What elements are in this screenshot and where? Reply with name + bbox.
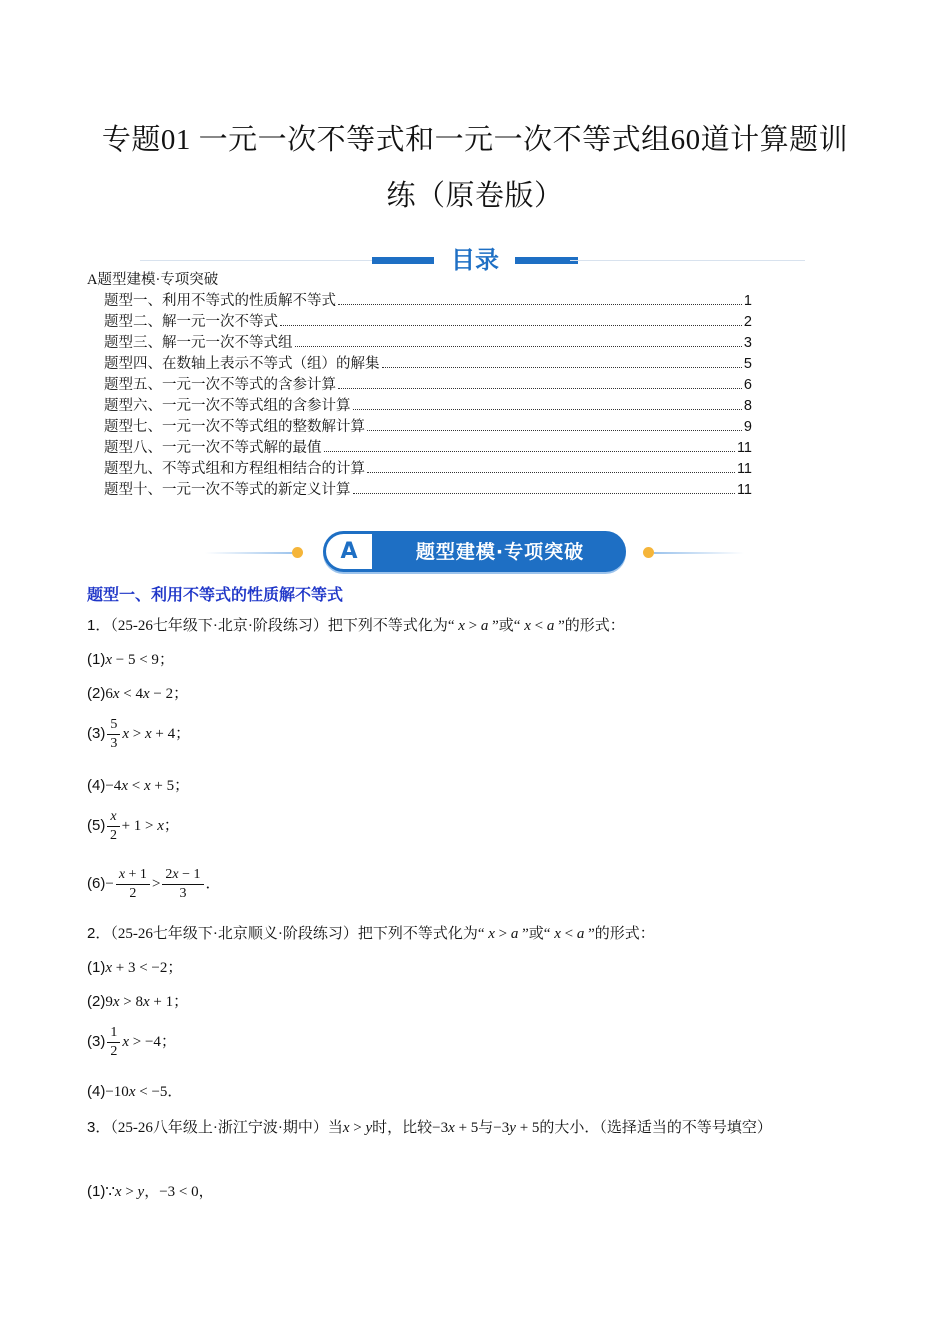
q1-part: (6)− $\frac{x + 1}{2}$ > $\frac{2x - 1}{3}$ ． bbox=[87, 867, 221, 901]
q2-part: (3) $\frac{1}{2}$ x > −4； bbox=[87, 1025, 176, 1059]
math: −3x + 5 bbox=[432, 1120, 479, 1136]
toc-entry[interactable]: 题型二、解一元一次不等式 2 bbox=[104, 314, 752, 330]
math: x > a bbox=[458, 618, 489, 634]
toc-entry[interactable]: 题型四、在数轴上表示不等式（组）的解集 5 bbox=[104, 356, 752, 372]
toc-entry[interactable]: 题型九、不等式组和方程组相结合的计算 11 bbox=[104, 461, 752, 477]
question-2: 2．（25-26七年级下·北京顺义·阶段练习）把下列不等式化为“ x > a ”或“ x < a ”的形式： bbox=[87, 925, 655, 942]
q2-part: (4)−10x < −5． bbox=[87, 1083, 183, 1100]
toc-entry[interactable]: 题型三、解一元一次不等式组 3 bbox=[104, 335, 752, 351]
toc-entry[interactable]: 题型六、一元一次不等式组的含参计算 8 bbox=[104, 398, 752, 414]
banner-wing-left bbox=[205, 552, 295, 554]
title-line-1: 专题01 一元一次不等式和一元一次不等式组60道计算题训 bbox=[101, 124, 849, 156]
toc-entry[interactable]: 题型七、一元一次不等式组的整数解计算 9 bbox=[104, 419, 752, 435]
question-3: 3．（25-26八年级上·浙江宁波·期中）当x > y时，比较−3x + 5与−3y + 5的大小．（选择适当的不等号填空） bbox=[87, 1119, 772, 1136]
math: 9x > 8x + 1 bbox=[105, 994, 174, 1010]
math: x < a bbox=[554, 926, 585, 942]
math: −10x < −5 bbox=[105, 1084, 168, 1100]
section-banner bbox=[0, 528, 950, 576]
banner-dot-right bbox=[643, 547, 654, 558]
banner-dot-left bbox=[292, 547, 303, 558]
math: 6x < 4x − 2 bbox=[105, 686, 174, 702]
toc-entry[interactable]: 题型五、一元一次不等式的含参计算 6 bbox=[104, 377, 752, 393]
q2-part: (2)9x > 8x + 1； bbox=[87, 993, 189, 1010]
math: x > a bbox=[488, 926, 519, 942]
title-line-2: 练（原卷版） bbox=[386, 180, 564, 212]
document-title bbox=[60, 112, 890, 224]
math: x > y bbox=[114, 1184, 145, 1200]
math: x − 5 < 9 bbox=[105, 652, 159, 668]
q2-part: (1)x + 3 < −2； bbox=[87, 959, 183, 976]
math: $\frac{5}{3}$ x > x + 4 bbox=[105, 726, 175, 742]
toc-entry[interactable]: 题型八、一元一次不等式解的最值 11 bbox=[104, 440, 752, 456]
toc-section-link[interactable]: A题型建模·专项突破 bbox=[87, 272, 219, 288]
math: x < a bbox=[524, 618, 555, 634]
q1-part: (2)6x < 4x − 2； bbox=[87, 685, 189, 702]
q1-part: (5) $\frac{x}{2}$ + 1 > x； bbox=[87, 809, 179, 843]
q1-part: (3) $\frac{5}{3}$ x > x + 4； bbox=[87, 717, 191, 751]
math: − $\frac{x + 1}{2}$ > $\frac{2x - 1}{3}$ bbox=[105, 876, 205, 892]
section-heading: 题型一、利用不等式的性质解不等式 bbox=[87, 585, 344, 604]
math: −3y + 5 bbox=[493, 1120, 540, 1136]
banner-wing-right bbox=[654, 552, 744, 554]
q1-part: (1)x − 5 < 9； bbox=[87, 651, 174, 668]
math: $\frac{x}{2}$ + 1 > x bbox=[105, 818, 164, 834]
divider bbox=[570, 260, 805, 261]
toc-entry[interactable]: 题型一、利用不等式的性质解不等式 1 bbox=[104, 293, 752, 309]
banner-text: 题型建模·专项突破 bbox=[415, 541, 585, 563]
math: −4x < x + 5 bbox=[105, 778, 175, 794]
math: x > y bbox=[342, 1120, 373, 1136]
table-of-contents bbox=[87, 270, 752, 501]
heading-bar-right bbox=[515, 257, 578, 264]
divider bbox=[140, 260, 380, 261]
q3-part: (1)∵x > y，−3 < 0， bbox=[87, 1183, 214, 1200]
toc-entry[interactable]: 题型十、一元一次不等式的新定义计算 11 bbox=[104, 482, 752, 498]
math: $\frac{1}{2}$ x > −4 bbox=[105, 1034, 161, 1050]
math: −3 < 0 bbox=[159, 1184, 199, 1200]
math: x + 3 < −2 bbox=[105, 960, 168, 976]
toc-heading: 目录 bbox=[451, 246, 499, 274]
banner-badge: A bbox=[326, 534, 372, 569]
q1-part: (4)−4x < x + 5； bbox=[87, 777, 190, 794]
question-1: 1．（25-26七年级下·北京·阶段练习）把下列不等式化为“ x > a ”或“ x < a ”的形式： bbox=[87, 617, 625, 634]
